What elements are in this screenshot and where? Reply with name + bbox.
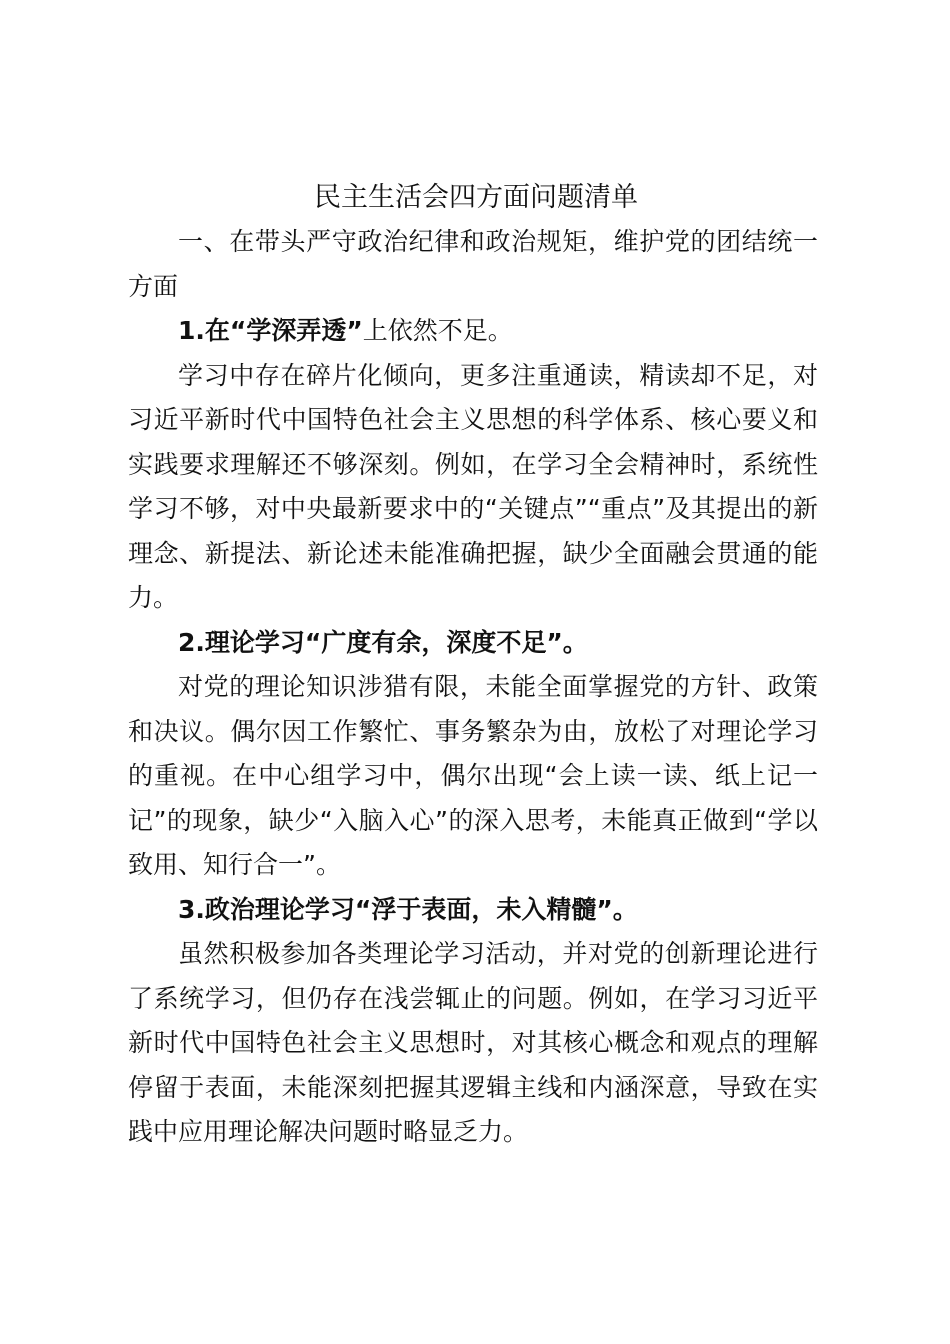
item-heading-2 — [128, 621, 818, 666]
item-number-3: 3. — [178, 894, 205, 924]
section-heading: 一、在带头严守政治纪律和政治规矩，维护党的团结统一方面 — [128, 227, 818, 301]
item-number-1: 1. — [178, 316, 205, 345]
item-heading-bold-2: 理论学习“广度有余，深度不足”。 — [204, 627, 588, 657]
item-heading-bold-3: 政治理论学习“浮于表面，未入精髓”。 — [204, 894, 638, 924]
item-heading-1 — [128, 309, 818, 354]
item-body-2: 对党的理论知识涉猎有限，未能全面掌握党的方针、政策和决议。偶尔因工作繁忙、事务繁杂为由，放松了对理论学习的重视。在中心组学习中，偶尔出现“会上读一读、纸上记一记”的现象，缺少“入脑入心”的深入思考，未能真正做到“学以致用、知行合一”。 — [128, 672, 818, 879]
document-page — [128, 176, 818, 1155]
item-body-3: 虽然积极参加各类理论学习活动，并对党的创新理论进行了系统学习，但仍存在浅尝辄止的问题。例如，在学习习近平新时代中国特色社会主义思想时，对其核心概念和观点的理解停留于表面，未能深刻把握其逻辑主线和内涵深意，导致在实践中应用理论解决问题时略显乏力。 — [128, 939, 818, 1146]
item-number-2: 2. — [178, 627, 205, 657]
item-heading-rest-1: 上依然不足。 — [362, 316, 513, 345]
item-body-1: 学习中存在碎片化倾向，更多注重通读，精读却不足，对习近平新时代中国特色社会主义思想的科学体系、核心要义和实践要求理解还不够深刻。例如，在学习全会精神时，系统性学习不够，对中央最新要求中的“关键点”“重点”及其提出的新理念、新提法、新论述未能准确把握，缺少全面融会贯通的能力。 — [128, 360, 818, 612]
document-title: 民主生活会四方面问题清单 — [314, 182, 638, 213]
item-heading-3 — [128, 888, 818, 933]
item-heading-bold-1: 在“学深弄透” — [204, 316, 363, 345]
